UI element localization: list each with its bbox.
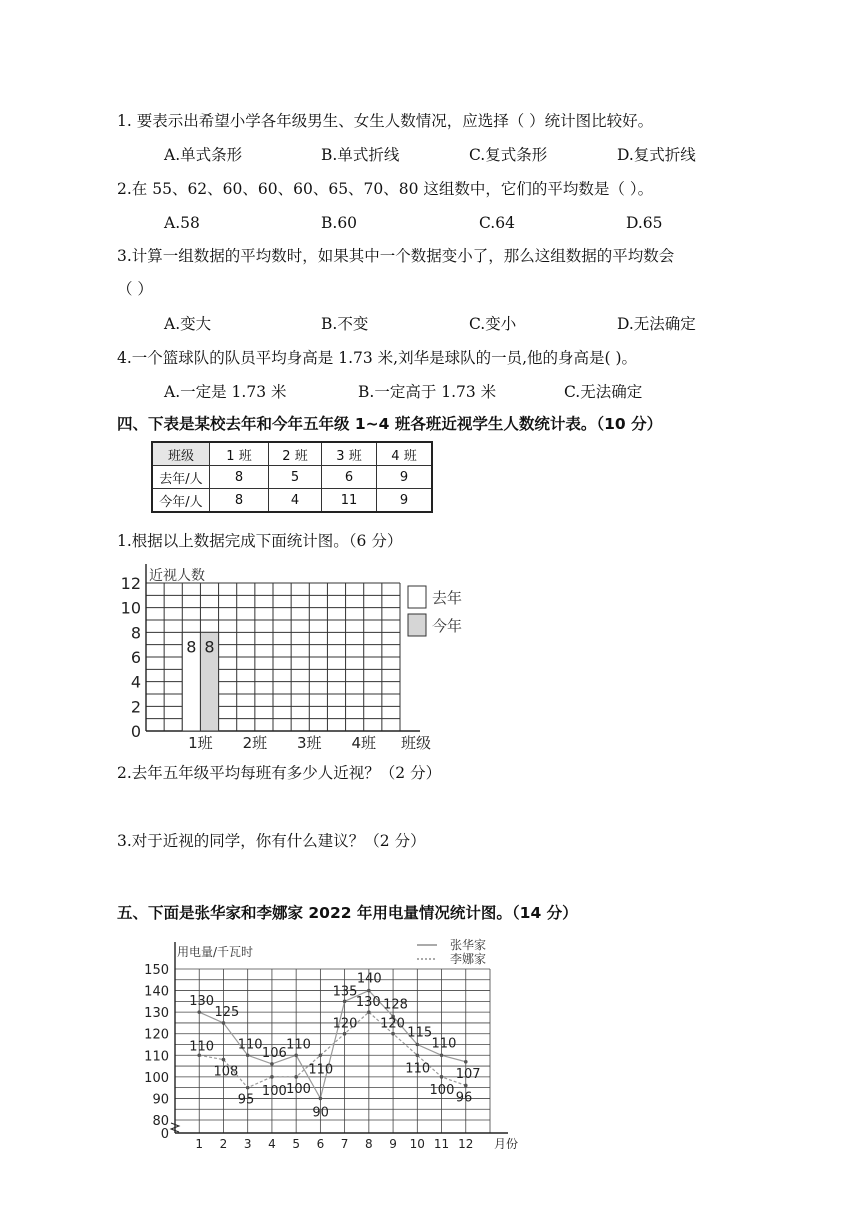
li-point	[367, 1010, 371, 1014]
li-point	[416, 1053, 420, 1057]
q3-item4-stem: 4.一个篮球队的队员平均身高是 1.73 米,刘华是球队的一员,他的身高是( )。	[117, 349, 638, 367]
legend-this-year-label: 今年	[432, 617, 463, 635]
zhang-point	[464, 1060, 468, 1064]
table-cell: 9	[377, 466, 433, 489]
myopia-bar-chart	[110, 558, 480, 754]
q3-item2-option-b: B.60	[321, 214, 358, 232]
li-point	[391, 1032, 395, 1036]
y-tick-label: 120	[144, 1027, 169, 1043]
li-point	[319, 1053, 323, 1057]
table-cell: 6	[322, 466, 377, 489]
data-label: 130	[189, 994, 215, 1010]
q3-item3-stem-blank: （ ）	[117, 280, 153, 298]
section4-q2: 2.去年五年级平均每班有多少人近视？（2 分）	[117, 764, 442, 782]
y-tick-label: 110	[144, 1049, 169, 1065]
table-cell: 8	[210, 466, 269, 489]
q3-item3-option-b: B.不变	[321, 315, 369, 333]
x-tick-label: 11	[433, 1137, 450, 1151]
data-label: 100	[429, 1082, 455, 1098]
li-point	[440, 1075, 444, 1079]
y-axis-label: 近视人数	[149, 568, 205, 584]
y-tick-label: 150	[144, 963, 169, 978]
legend-last-year-swatch	[408, 586, 426, 608]
x-tick-label: 3	[243, 1137, 252, 1151]
x-tick-label: 9	[389, 1137, 397, 1151]
q3-item4-option-c: C.无法确定	[564, 383, 643, 401]
data-label: 100	[261, 1083, 287, 1099]
table-row-label: 去年/人	[152, 466, 210, 489]
data-label: 107	[455, 1066, 481, 1082]
data-label: 120	[332, 1016, 358, 1032]
legend-li-label: 李娜家	[450, 952, 487, 966]
section4-q1: 1.根据以上数据完成下面统计图。（6 分）	[117, 532, 403, 550]
q3-item4-option-a: A.一定是 1.73 米	[164, 383, 287, 401]
data-label: 140	[356, 971, 382, 987]
y-tick-label: 4	[130, 672, 141, 692]
legend-this-year-swatch	[408, 614, 426, 636]
table-cell: 11	[322, 489, 377, 513]
table-header-row	[152, 442, 432, 466]
data-label: 135	[332, 984, 358, 1000]
x-tick-label: 10	[409, 1137, 425, 1151]
data-label: 110	[189, 1039, 215, 1055]
li-point	[246, 1086, 250, 1090]
data-label: 108	[213, 1064, 239, 1080]
x-tick-label: 6	[316, 1137, 325, 1151]
q3-item2-option-c: C.64	[479, 214, 515, 232]
q3-item1-option-b: B.单式折线	[321, 146, 400, 164]
q3-item1-option-d: D.复式折线	[617, 146, 696, 164]
zhang-point	[197, 1010, 201, 1014]
table-header-cell: 班级	[152, 442, 210, 466]
y-tick-label: 80	[152, 1114, 169, 1129]
q3-item2-option-d: D.65	[626, 214, 663, 232]
q3-item3-stem: 3.计算一组数据的平均数时，如果其中一个数据变小了，那么这组数据的平均数会	[117, 247, 675, 265]
legend-zhang-label: 张华家	[450, 938, 487, 952]
x-axis-label: 班级	[401, 734, 432, 752]
q3-item3-option-d: D.无法确定	[617, 315, 696, 333]
zhang-point	[343, 1000, 347, 1004]
x-tick-label: 5	[292, 1137, 300, 1151]
x-tick-label: 4	[268, 1137, 276, 1151]
table-row	[152, 466, 432, 489]
table-cell: 5	[269, 466, 322, 489]
data-label: 90	[312, 1105, 329, 1121]
q3-item1-stem: 1. 要表示出希望小学各年级男生、女生人数情况，应选择（ ）统计图比较好。	[117, 112, 654, 130]
table-cell: 8	[210, 489, 269, 513]
q3-item1-option-a: A.单式条形	[164, 146, 243, 164]
y-tick-label: 12	[120, 574, 141, 593]
section4-q3: 3.对于近视的同学，你有什么建议？（2 分）	[117, 832, 426, 850]
li-point	[270, 1075, 274, 1079]
table-row	[152, 489, 432, 513]
y-tick-label: 140	[144, 984, 169, 1000]
zhang-point	[270, 1062, 274, 1066]
electricity-line-chart	[135, 934, 555, 1154]
x-tick-label: 1班	[188, 734, 213, 752]
y-tick-label: 8	[130, 623, 141, 643]
zhang-point	[222, 1021, 226, 1025]
q3-item3-option-c: C.变小	[469, 315, 517, 333]
myopia-data-table	[151, 441, 433, 513]
zhang-point	[367, 989, 371, 993]
table-header-cell: 3 班	[322, 442, 377, 466]
section4-title: 四、下表是某校去年和今年五年级 1~4 班各班近视学生人数统计表。（10 分）	[117, 415, 663, 433]
y-tick-label: 10	[120, 598, 141, 618]
data-label: 125	[214, 1004, 240, 1020]
x-tick-label: 3班	[297, 734, 322, 752]
data-label: 130	[355, 995, 381, 1011]
q3-item3-option-a: A.变大	[164, 315, 212, 333]
li-point	[222, 1058, 226, 1062]
y-tick-label: 130	[144, 1006, 169, 1022]
data-label: 110	[431, 1036, 457, 1052]
q3-item2-option-a: A.58	[164, 214, 200, 232]
legend-last-year-label: 去年	[432, 589, 463, 607]
q3-item1-option-c: C.复式条形	[469, 146, 548, 164]
axis-break-icon	[171, 1123, 179, 1132]
x-tick-label: 7	[340, 1137, 349, 1151]
bar-data-label: 8	[186, 637, 197, 657]
table-cell: 4	[269, 489, 322, 513]
y-tick-label: 0	[130, 722, 141, 741]
x-tick-label: 12	[458, 1137, 474, 1151]
li-point	[464, 1084, 468, 1088]
y-axis-label: 用电量/千瓦时	[177, 945, 254, 959]
table-row-label: 今年/人	[152, 489, 210, 513]
li-point	[343, 1032, 347, 1036]
data-label: 115	[407, 1025, 433, 1041]
x-tick-label: 8	[365, 1137, 373, 1151]
table-header-cell: 1 班	[210, 442, 269, 466]
data-label: 110	[308, 1062, 334, 1078]
table-header-cell: 2 班	[269, 442, 322, 466]
x-tick-label: 2	[219, 1137, 228, 1151]
li-point	[294, 1075, 298, 1079]
table-header-cell: 4 班	[377, 442, 433, 466]
data-label: 100	[286, 1081, 311, 1097]
zhang-point	[294, 1053, 298, 1057]
q3-item4-option-b: B.一定高于 1.73 米	[358, 383, 497, 401]
zhang-point	[416, 1043, 420, 1047]
q3-item2-stem: 2.在 55、62、60、60、60、65、70、80 这组数中，它们的平均数是（ ）。	[117, 180, 654, 198]
data-label: 110	[286, 1037, 311, 1053]
y-tick-label: 100	[144, 1070, 169, 1086]
y-tick-label: 6	[130, 648, 141, 667]
x-axis-label: 月份	[494, 1137, 519, 1151]
x-tick-label: 1	[195, 1137, 204, 1151]
zhang-point	[246, 1053, 250, 1057]
bar-data-label: 8	[204, 637, 215, 657]
table-cell: 9	[377, 489, 433, 513]
y-tick-label: 0	[160, 1127, 169, 1142]
data-label: 110	[405, 1061, 431, 1077]
x-tick-label: 4班	[351, 734, 376, 752]
data-label: 96	[455, 1090, 473, 1106]
data-label: 95	[237, 1092, 255, 1108]
data-label: 106	[261, 1045, 287, 1061]
y-tick-label: 2	[130, 697, 141, 717]
zhang-point	[440, 1053, 444, 1057]
section5-title: 五、下面是张华家和李娜家 2022 年用电量情况统计图。（14 分）	[117, 904, 578, 922]
y-tick-label: 90	[152, 1092, 169, 1108]
zhang-point	[319, 1097, 323, 1101]
x-tick-label: 2班	[242, 734, 268, 752]
data-label: 110	[237, 1037, 263, 1053]
data-label: 128	[383, 997, 408, 1013]
data-label: 120	[380, 1016, 405, 1032]
